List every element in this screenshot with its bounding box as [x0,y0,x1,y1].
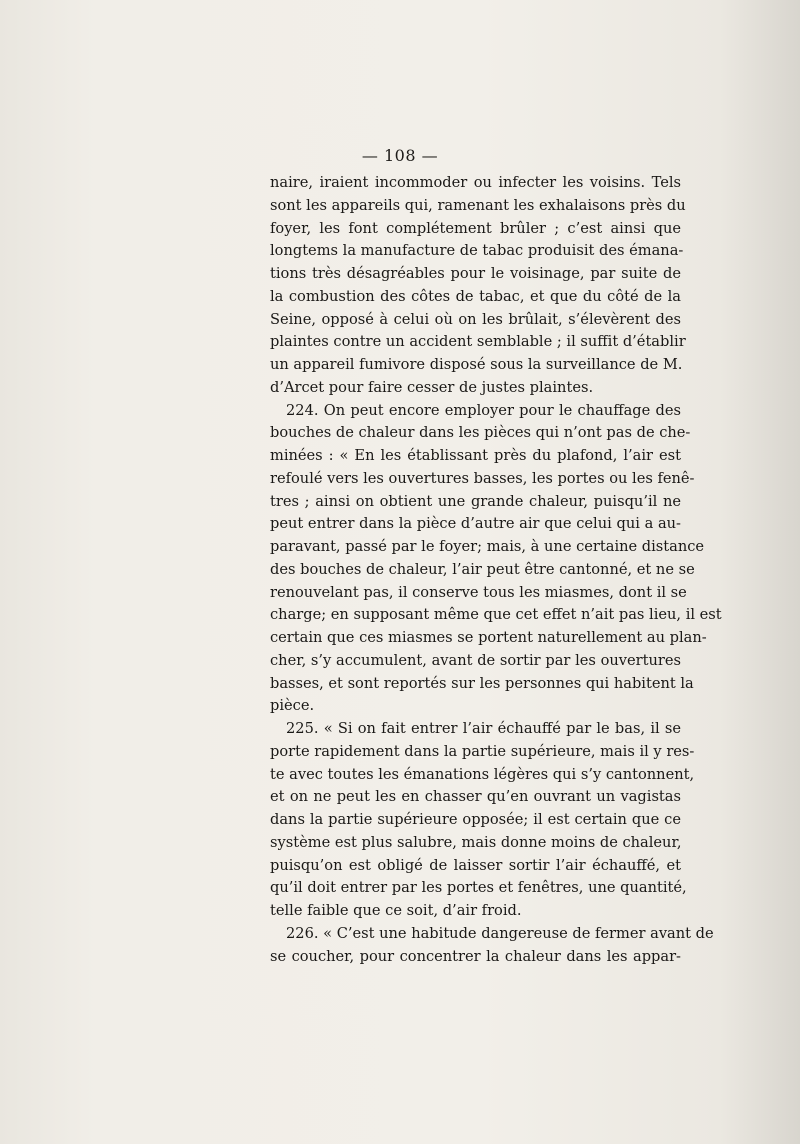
text-line: basses, et sont reportés sur les personnes qui habitent la [270,674,694,692]
text-line: peut entrer dans la pièce d’autre air que celui qui a au- [270,515,681,533]
text-line: des bouches de chaleur, l’air peut être cantonné, et ne se [270,560,695,578]
text-line: te avec toutes les émanations légères qui s’y cantonnent, [270,765,695,783]
text-line: puisqu’on est obligé de laisser sortir l’air échauffé, et [270,856,681,874]
text-line: un appareil fumivore disposé sous la surveillance de M. [270,356,683,373]
text-line: longtems la manufacture de tabac produisit des émana- [270,242,684,260]
text-line: sont les appareils qui, ramenant les exhalaisons près du [270,196,686,214]
text-line: minées : « En les établissant près du plafond, l’air est [270,447,681,464]
text-line: cher, s’y accumulent, avant de sortir par les ouvertures [270,651,681,669]
text-line: plaintes contre un accident semblable ; il suffit d’établir [270,333,686,351]
text-line: dans la partie supérieure opposée; il est certain que ce [270,811,681,828]
text-line: se coucher, pour concentrer la chaleur dans les appar- [270,947,681,965]
text-line: système est plus salubre, mais donne moins de chaleur, [270,833,682,851]
text-line: Seine, opposé à celui où on les brûlait, s’élevèrent des [270,310,681,328]
text-line: pièce. [270,697,315,715]
paragraph-start-line: 225. « Si on fait entrer l’air échauffé par le bas, il se [286,720,681,737]
text-line: tres ; ainsi on obtient une grande chaleur, puisqu’il ne [270,492,681,510]
text-line: d’Arcet pour faire cesser de justes plaintes. [270,378,594,396]
text-line: charge; en supposant même que cet effet n’ait pas lieu, il est [270,606,722,624]
text-line: foyer, les font complétement brûler ; c’est ainsi que [270,219,681,237]
text-line: refoulé vers les ouvertures basses, les portes ou les fenê- [270,469,695,487]
text-line: tions très désagréables pour le voisinage, par suite de [270,265,681,282]
text-line: qu’il doit entrer par les portes et fenêtres, une quantité, [270,879,687,897]
text-line: porte rapidement dans la partie supérieure, mais il y res- [270,742,695,760]
text-line: naire, iraient incommoder ou infecter les voisins. Tels [270,174,681,191]
text-line: bouches de chaleur dans les pièces qui n’ont pas de che- [270,424,691,442]
text-line: renouvelant pas, il conserve tous les miasmes, dont il se [270,583,687,601]
text-line: la combustion des côtes de tabac, et que du côté de la [270,287,681,305]
text-line: telle faible que ce soit, d’air froid. [270,902,522,919]
paragraph-start-line: 226. « C’est une habitude dangereuse de fermer avant de [286,924,714,942]
text-line: paravant, passé par le foyer; mais, à une certaine distance [270,538,705,555]
text-line: certain que ces miasmes se portent naturellement au plan- [270,629,707,646]
page-number: — 108 — [361,146,439,165]
body-text [270,172,722,968]
text-line: et on ne peut les en chasser qu’en ouvrant un vagistas [270,788,681,806]
paragraph-start-line: 224. On peut encore employer pour le chauffage des [286,401,681,419]
